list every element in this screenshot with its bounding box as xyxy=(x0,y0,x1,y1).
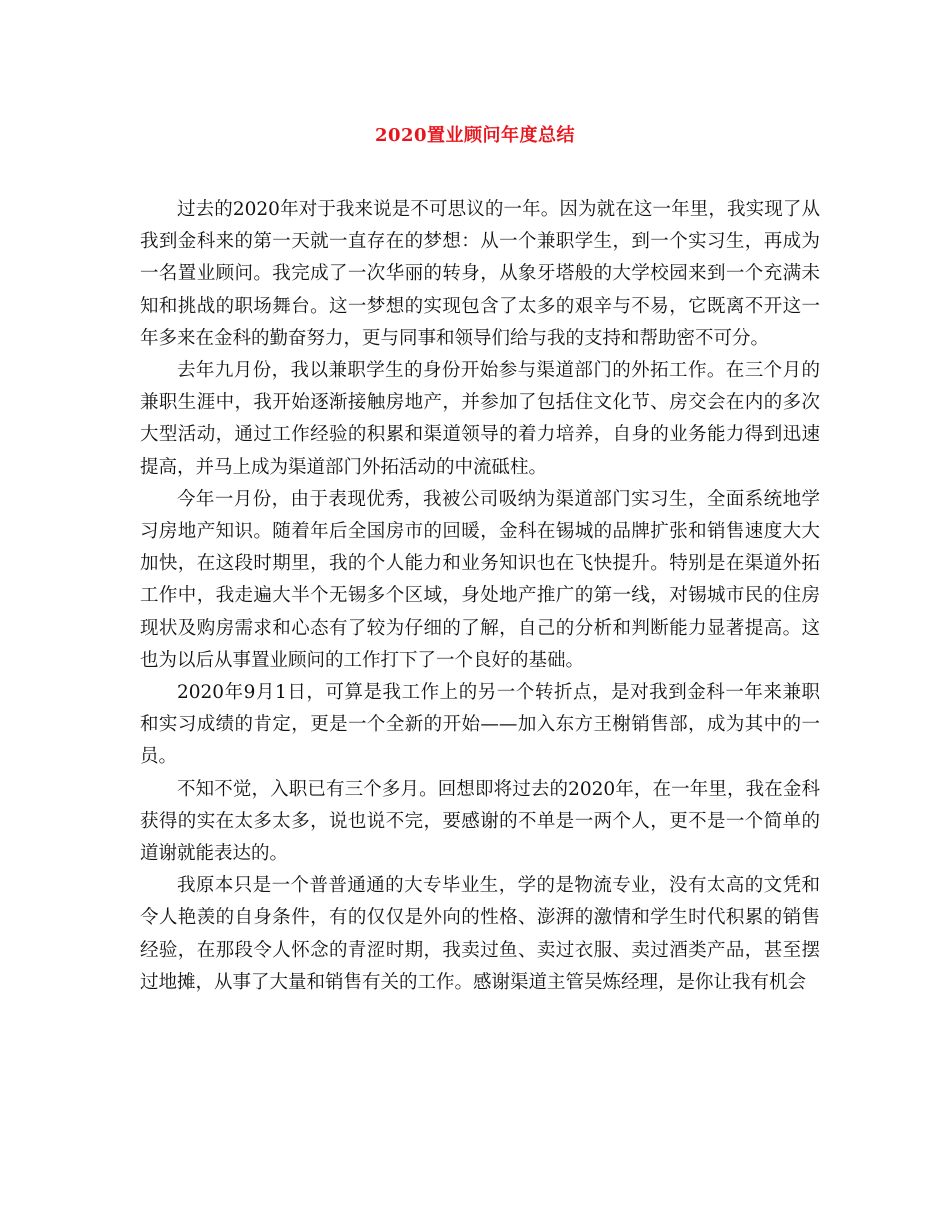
document-body xyxy=(140,194,820,999)
document-title: 2020置业顾问年度总结 xyxy=(374,125,576,146)
paragraph: 过去的2020年对于我来说是不可思议的一年。因为就在这一年里，我实现了从我到金科来的第一天就一直存在的梦想：从一个兼职学生，到一个实习生，再成为一名置业顾问。我完成了一次华丽的转身，从象牙塔般的大学校园来到一个充满未知和挑战的职场舞台。这一梦想的实现包含了太多的艰辛与不易，它既离不开这一年多来在金科的勤奋努力，更与同事和领导们给与我的支持和帮助密不可分。 xyxy=(140,199,820,349)
paragraph: 我原本只是一个普普通通的大专毕业生，学的是物流专业，没有太高的文凭和令人艳羡的自身条件，有的仅仅是外向的性格、澎湃的激情和学生时代积累的销售经验，在那段令人怀念的青涩时期，我卖过鱼、卖过衣服、卖过酒类产品，甚至摆过地摊，从事了大量和销售有关的工作。感谢渠道主管吴炼经理，是你让我有机会 xyxy=(140,875,820,993)
paragraph: 2020年9月1日，可算是我工作上的另一个转折点，是对我到金科一年来兼职和实习成绩的肯定，更是一个全新的开始——加入东方王榭销售部，成为其中的一员。 xyxy=(140,682,820,768)
paragraph: 今年一月份，由于表现优秀，我被公司吸纳为渠道部门实习生，全面系统地学习房地产知识。随着年后全国房市的回暖，金科在锡城的品牌扩张和销售速度大大加快，在这段时期里，我的个人能力和业务知识也在飞快提升。特别是在渠道外拓工作中，我走遍大半个无锡多个区域，身处地产推广的第一线，对锡城市民的住房现状及购房需求和心态有了较为仔细的了解，自己的分析和判断能力显著提高。这也为以后从事置业顾问的工作打下了一个良好的基础。 xyxy=(140,488,820,671)
paragraph: 去年九月份，我以兼职学生的身份开始参与渠道部门的外拓工作。在三个月的兼职生涯中，我开始逐渐接触房地产，并参加了包括住文化节、房交会在内的多次大型活动，通过工作经验的积累和渠道领导的着力培养，自身的业务能力得到迅速提高，并马上成为渠道部门外拓活动的中流砥柱。 xyxy=(140,360,820,478)
paragraph: 不知不觉，入职已有三个多月。回想即将过去的2020年，在一年里，我在金科获得的实在太多太多，说也说不完，要感谢的不单是一两个人，更不是一个简单的道谢就能表达的。 xyxy=(140,778,820,865)
